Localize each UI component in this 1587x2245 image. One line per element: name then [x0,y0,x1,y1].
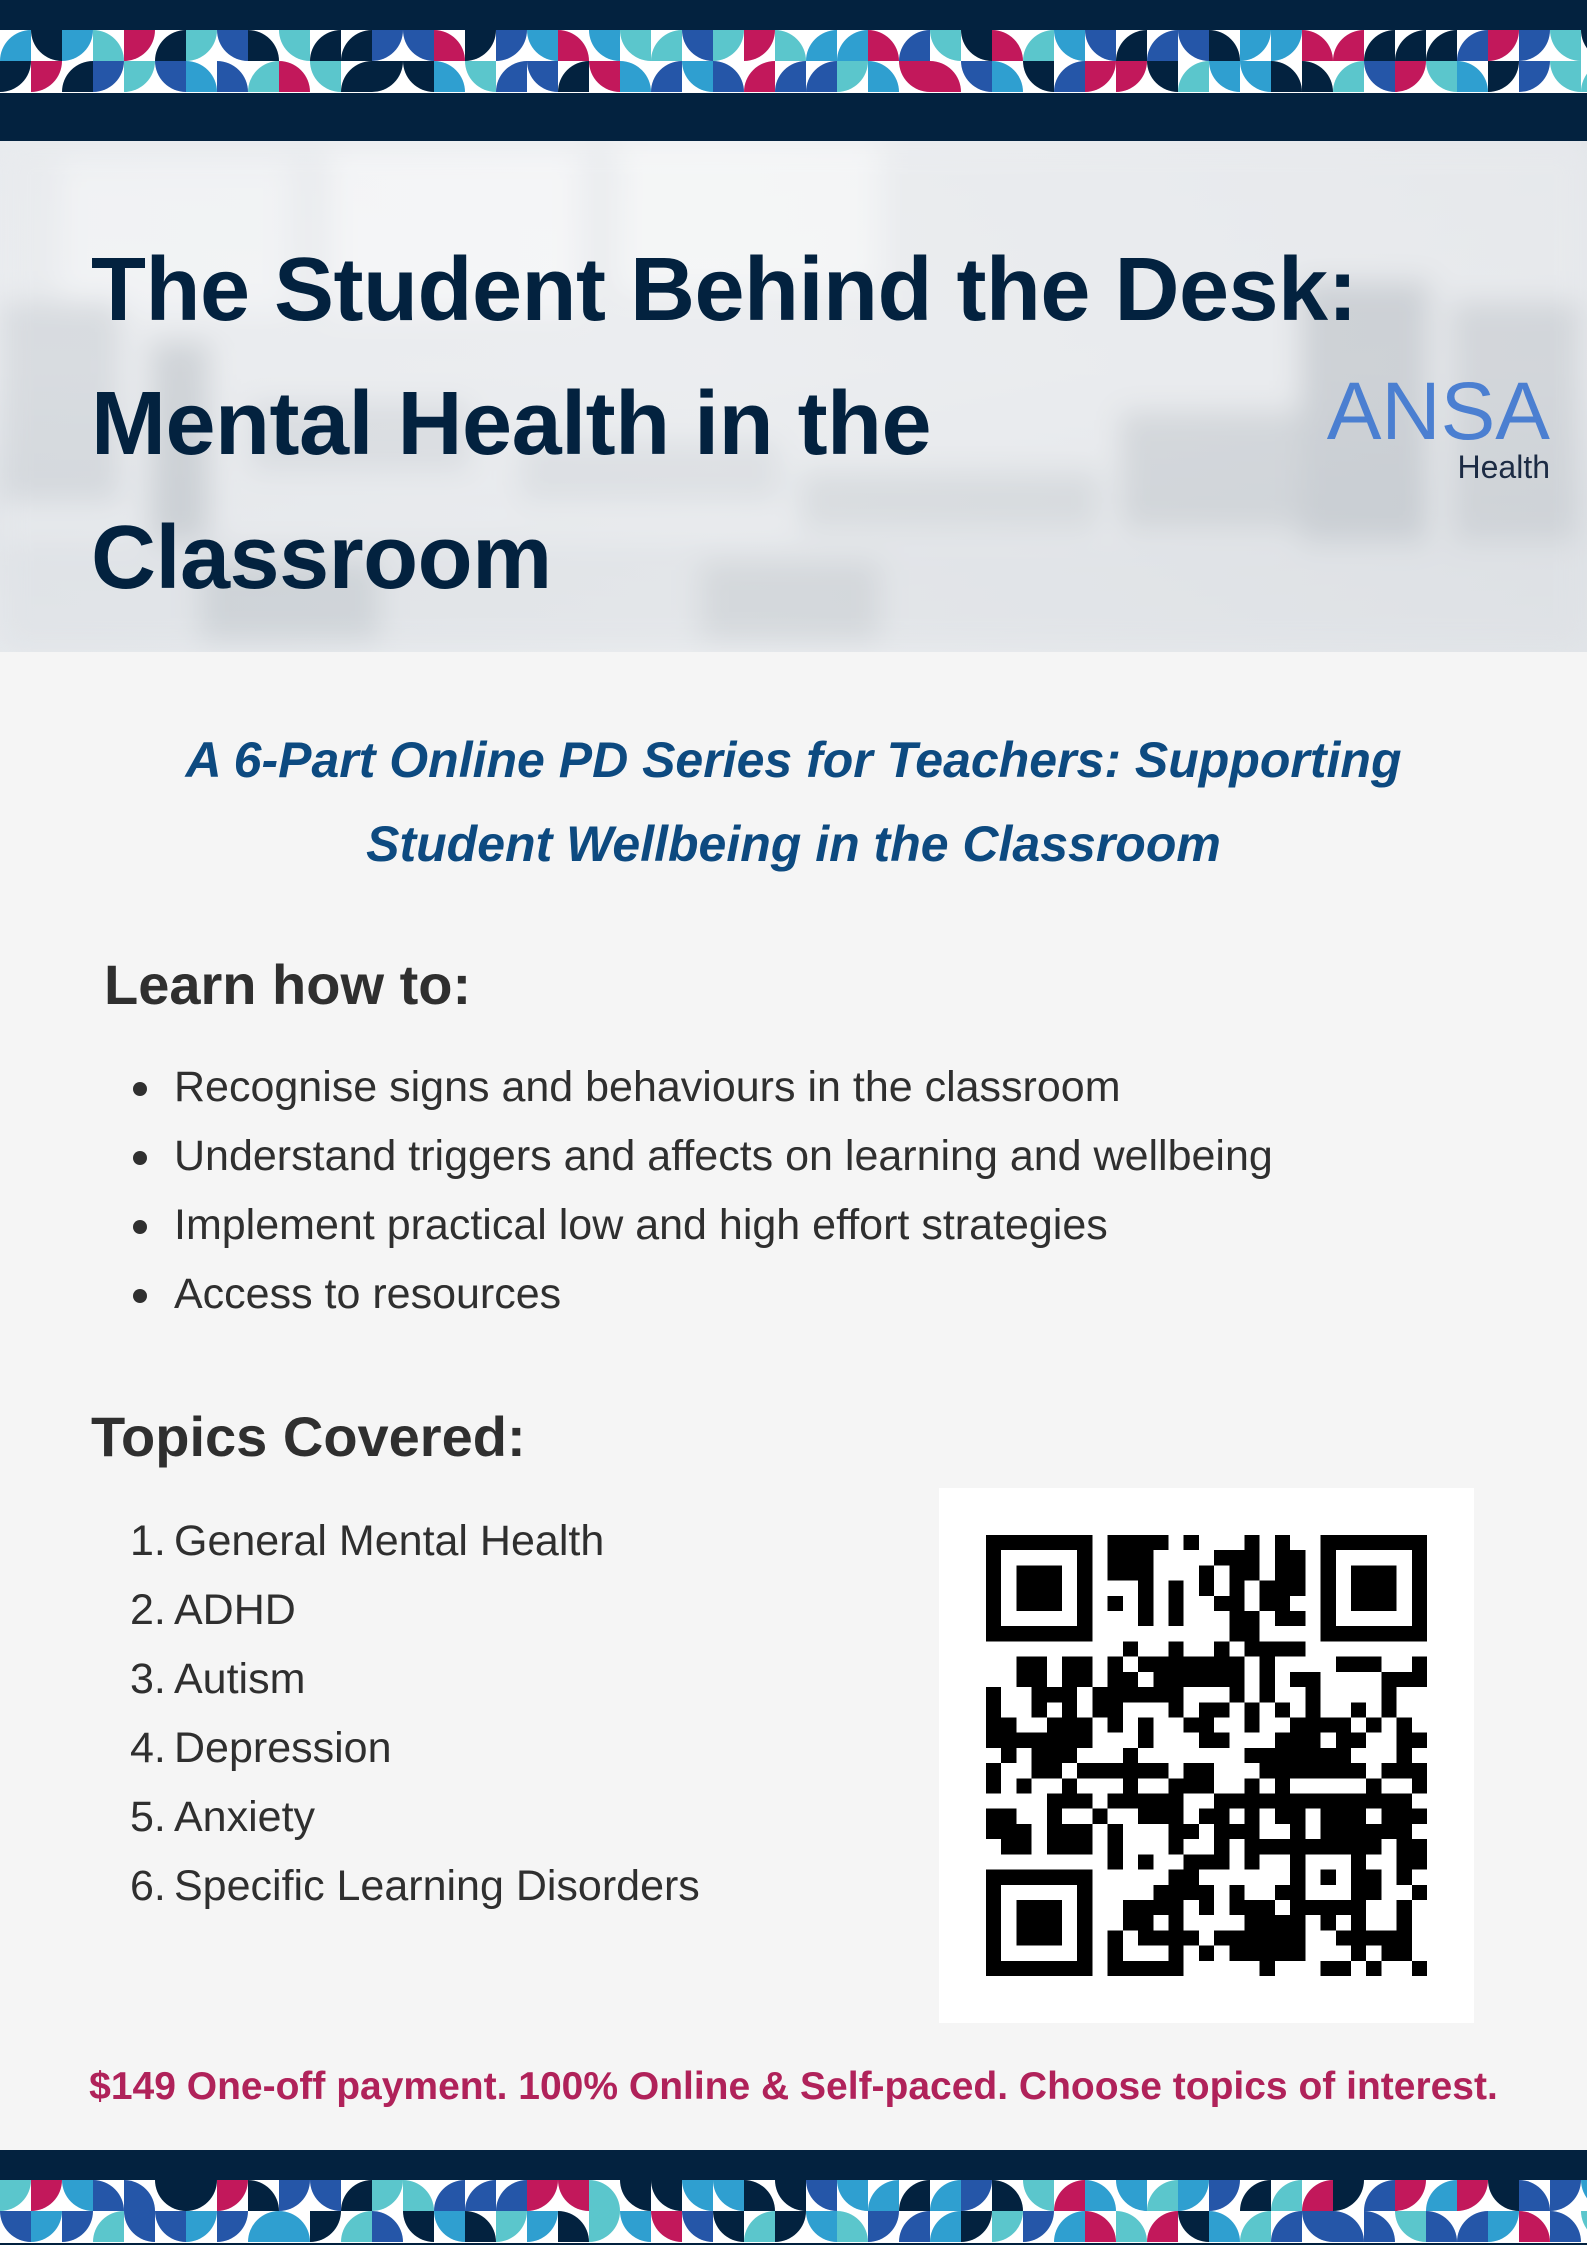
qr-code-icon[interactable] [986,1535,1427,1976]
series-subtitle [90,718,1497,886]
topic-label: Autism [174,1655,306,1703]
list-item-text: Access to resources [174,1270,562,1318]
top-banner [0,0,1587,141]
topics-heading: Topics Covered: [91,1405,526,1468]
list-item [124,1053,1273,1122]
bottom-banner [0,2150,1587,2245]
topic-label: Depression [174,1724,392,1772]
topic-number: 2. [130,1586,166,1634]
bullet-icon [133,1289,147,1303]
topic-number: 6. [130,1862,166,1910]
logo-wordmark: ANSA [1326,366,1550,457]
topic-number: 5. [130,1793,166,1841]
topic-label: ADHD [174,1586,296,1634]
logo-subtext: Health [1457,449,1550,485]
subtitle-line: Student Wellbeing in the Classroom [366,816,1221,872]
list-item [124,1122,1273,1191]
pricing-banner: $149 One-off payment. 100% Online & Self-paced. Choose topics of interest. [89,2065,1498,2108]
topic-item [130,1783,700,1852]
topic-item [130,1852,700,1921]
qr-code-card[interactable] [939,1488,1474,2023]
list-item [124,1191,1273,1260]
page-title [91,223,1391,625]
topic-label: General Mental Health [174,1517,605,1565]
subtitle-line: A 6-Part Online PD Series for Teachers: Supporting [185,732,1402,788]
topic-number: 1. [130,1517,166,1565]
topic-number: 4. [130,1724,166,1772]
title-line: Classroom [91,508,552,608]
hero-section [0,141,1587,652]
learn-heading: Learn how to: [104,953,472,1016]
topic-number: 3. [130,1655,166,1703]
list-item-text: Implement practical low and high effort strategies [174,1201,1108,1249]
topic-label: Anxiety [174,1793,316,1841]
topic-item [130,1507,700,1576]
topic-item [130,1645,700,1714]
list-item [124,1260,1273,1329]
bullet-icon [133,1220,147,1234]
topic-item [130,1576,700,1645]
list-item-text: Recognise signs and behaviours in the classroom [174,1063,1121,1111]
bullet-icon [133,1151,147,1165]
topics-list [130,1507,700,1921]
ansa-health-logo [1318,366,1558,485]
title-line: The Student Behind the Desk: [91,240,1358,340]
decorative-pattern-bottom [0,2180,1587,2243]
topic-label: Specific Learning Disorders [174,1862,700,1910]
title-line: Mental Health in the [91,374,932,474]
topic-item [130,1714,700,1783]
bullet-icon [133,1082,147,1096]
learn-list [124,1053,1273,1329]
decorative-pattern-top [0,30,1587,93]
list-item-text: Understand triggers and affects on learning and wellbeing [174,1132,1273,1180]
